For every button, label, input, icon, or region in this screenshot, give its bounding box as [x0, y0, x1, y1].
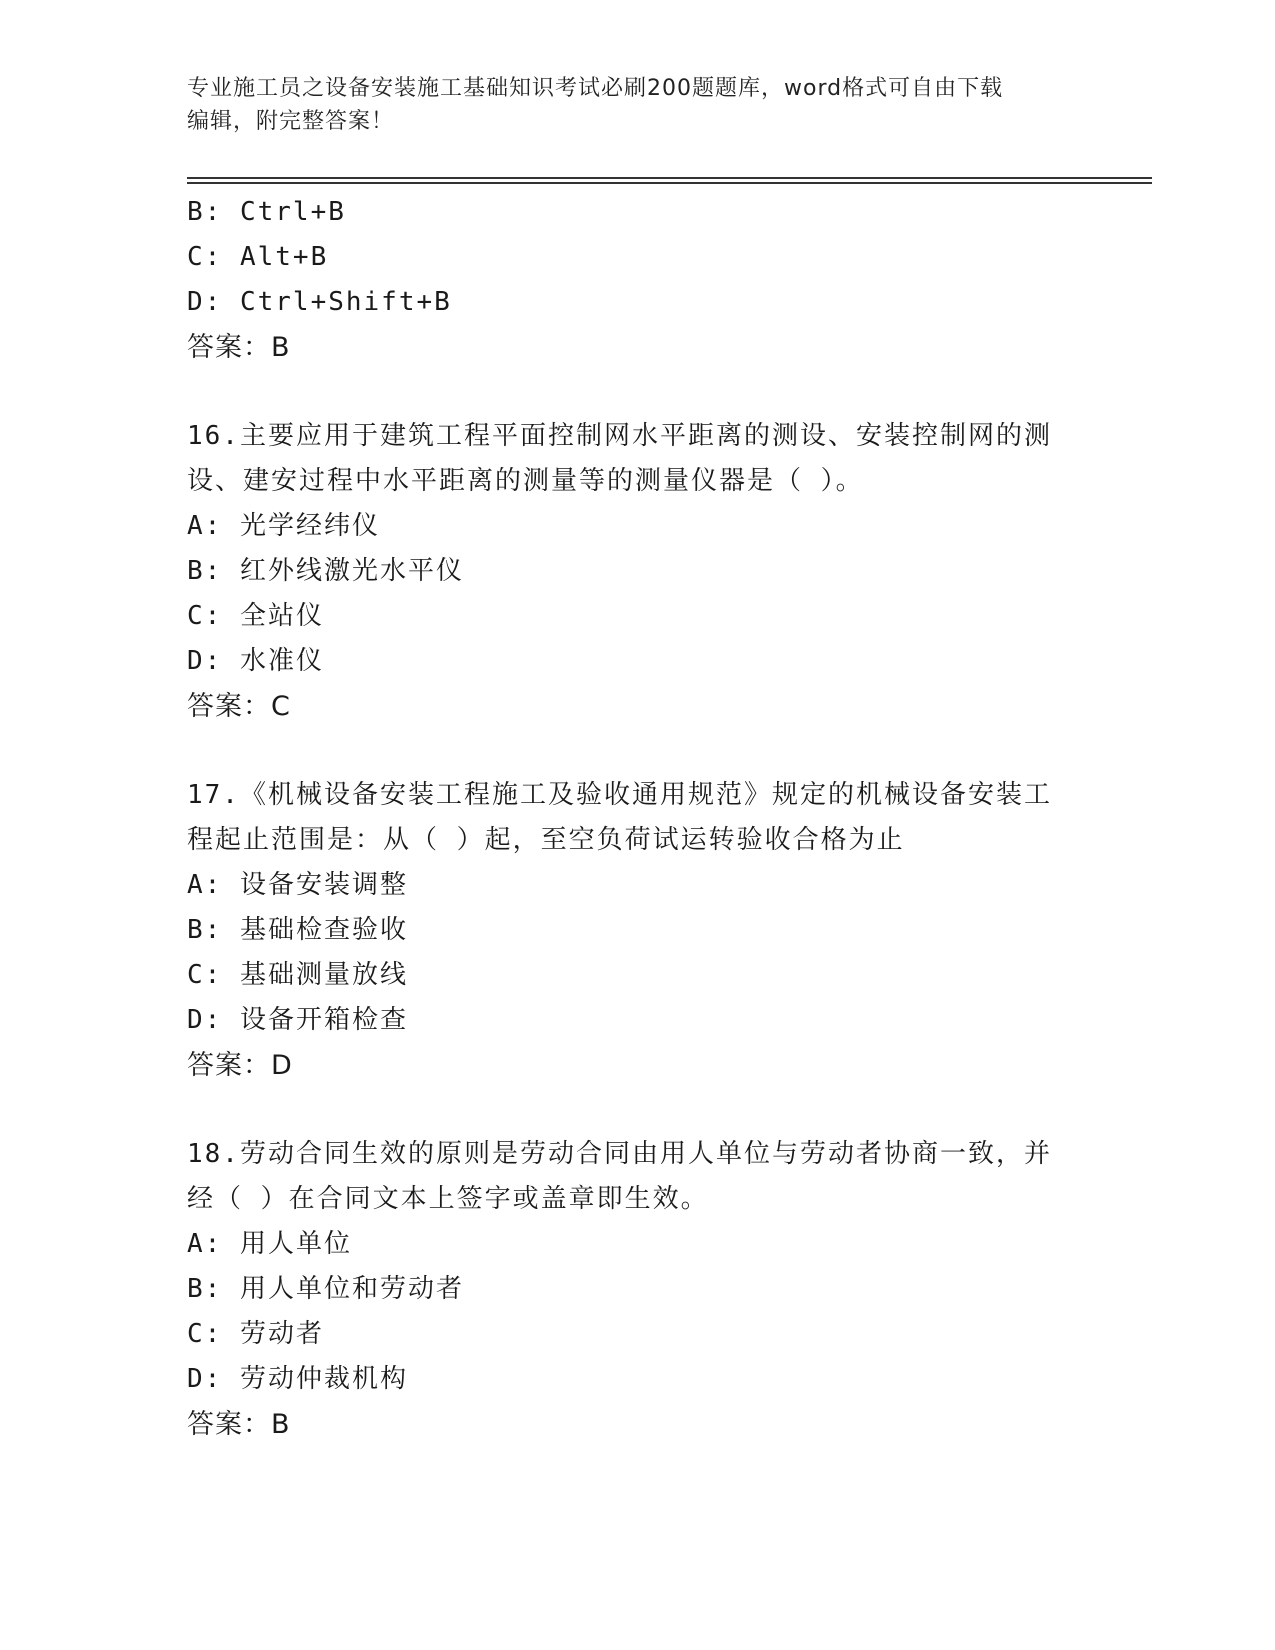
question-list: [187, 190, 1067, 1448]
answer: 答案：D: [187, 1050, 293, 1081]
option-b: B: 基础检查验收: [187, 915, 408, 945]
answer: 答案：C: [187, 691, 291, 722]
question-stem-line-1: 16.主要应用于建筑工程平面控制网水平距离的测设、安装控制网的测: [187, 421, 1052, 451]
option-a: A: 用人单位: [187, 1229, 352, 1259]
question-stem: [187, 1132, 1067, 1222]
option-d: D: 水准仪: [187, 646, 324, 676]
question-18: [187, 1132, 1067, 1448]
option-c: C: 劳动者: [187, 1319, 324, 1349]
option-b: B: Ctrl+B: [187, 197, 346, 227]
answer: 答案：B: [187, 1409, 291, 1440]
header-divider-bottom: [187, 182, 1152, 184]
question-stem-line-2: 经（ ）在合同文本上签字或盖章即生效。: [187, 1184, 709, 1214]
option-b: B: 红外线激光水平仪: [187, 556, 464, 586]
option-b: B: 用人单位和劳动者: [187, 1274, 464, 1304]
question-stem-line-1: 18.劳动合同生效的原则是劳动合同由用人单位与劳动者协商一致，并: [187, 1139, 1052, 1169]
option-d: D: Ctrl+Shift+B: [187, 287, 452, 317]
option-a: A: 光学经纬仪: [187, 511, 380, 541]
header-line-1: 专业施工员之设备安装施工基础知识考试必刷200题题库，word格式可自由下载: [187, 76, 1004, 101]
option-d: D: 劳动仲裁机构: [187, 1364, 408, 1394]
question-stem-line-2: 程起止范围是：从（ ）起，至空负荷试运转验收合格为止: [187, 825, 905, 855]
header-line-2: 编辑，附完整答案！: [187, 109, 395, 134]
document-header: [187, 72, 1087, 138]
option-a: A: 设备安装调整: [187, 870, 408, 900]
question-15: [187, 190, 1067, 371]
question-stem-line-1: 17.《机械设备安装工程施工及验收通用规范》规定的机械设备安装工: [187, 780, 1052, 810]
header-divider-top: [187, 177, 1152, 179]
option-c: C: Alt+B: [187, 242, 329, 272]
question-17: [187, 773, 1067, 1089]
question-16: [187, 414, 1067, 730]
question-stem: [187, 773, 1067, 863]
option-c: C: 基础测量放线: [187, 960, 408, 990]
question-stem: [187, 414, 1067, 504]
question-stem-line-2: 设、建安过程中水平距离的测量等的测量仪器是（ ）。: [187, 466, 864, 496]
option-d: D: 设备开箱检查: [187, 1005, 408, 1035]
answer: 答案：B: [187, 332, 291, 363]
option-c: C: 全站仪: [187, 601, 324, 631]
